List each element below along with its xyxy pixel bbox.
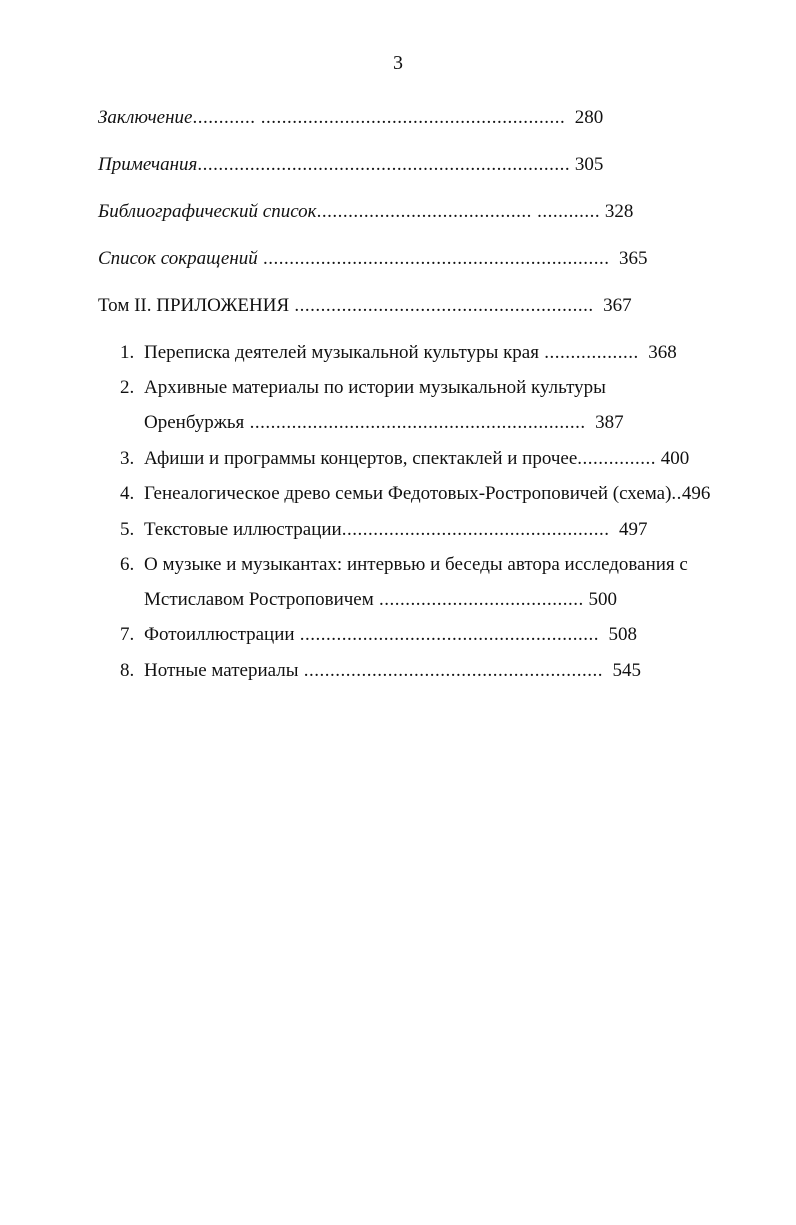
appendix-page: 387 — [595, 412, 624, 433]
toc-entry-dots: ......................................................... — [289, 295, 594, 316]
appendix-title: Оренбуржья — [144, 412, 245, 433]
toc-entry-dots: ............ .......................................................... — [192, 107, 566, 128]
appendix-page: 368 — [648, 342, 677, 363]
page-number: 3 — [393, 52, 403, 74]
appendix-item-continuation — [144, 588, 617, 612]
toc-entry-conclusion — [98, 106, 603, 130]
appendix-title: Архивные материалы по истории музыкальной культуры — [144, 377, 606, 398]
appendix-number: 8. — [120, 660, 135, 681]
appendix-number: 3. — [120, 448, 135, 469]
appendix-dots: ................................................... — [341, 519, 610, 540]
appendix-title: Нотные материалы — [144, 660, 299, 681]
toc-entry-dots: ....................................................................... — [197, 154, 571, 175]
toc-entry-title: Библиографический список — [98, 201, 317, 222]
appendix-page: 400 — [660, 448, 690, 469]
appendix-item — [120, 553, 688, 577]
appendix-item — [120, 623, 637, 647]
toc-entry-page: 367 — [603, 295, 632, 316]
toc-entry-page: 280 — [574, 107, 604, 128]
toc-entry-notes — [98, 153, 603, 177]
appendix-title: О музыке и музыкантах: интервью и беседы автора исследования с — [144, 554, 688, 575]
appendix-page: 545 — [612, 660, 641, 681]
appendix-item — [120, 341, 677, 365]
appendix-page: 496 — [681, 483, 711, 504]
appendix-title: Фотоиллюстрации — [144, 624, 295, 645]
toc-entry-title: Заключение — [98, 107, 193, 128]
toc-entry-page: 328 — [604, 201, 634, 222]
appendix-number: 6. — [120, 554, 135, 575]
appendix-page: 497 — [618, 519, 648, 540]
appendix-number: 2. — [120, 377, 135, 398]
appendix-page: 508 — [608, 624, 638, 645]
toc-entry-volume-2 — [98, 294, 632, 318]
appendix-number: 1. — [120, 342, 135, 363]
toc-entry-page: 305 — [574, 154, 604, 175]
appendix-title: Генеалогическое древо семьи Федотовых-Ростроповичей (схема) — [144, 483, 672, 504]
appendix-dots: .................. — [538, 342, 639, 363]
toc-entry-abbreviations — [98, 247, 648, 271]
appendix-title: Текстовые иллюстрации — [144, 519, 342, 540]
appendix-number: 4. — [120, 483, 135, 504]
toc-entry-title: Список сокращений — [98, 248, 258, 269]
appendix-dots: ......................................................... — [294, 624, 600, 645]
appendix-dots: ....................................... — [373, 589, 584, 610]
appendix-item — [120, 376, 606, 400]
toc-entry-dots: ......................................... ............ — [316, 201, 601, 222]
toc-entry-dots: .................................................................. — [257, 248, 610, 269]
appendix-item — [120, 482, 710, 506]
appendix-item — [120, 518, 647, 542]
toc-entry-title: Том II. ПРИЛОЖЕНИЯ — [98, 295, 290, 316]
toc-entry-page: 365 — [619, 248, 648, 269]
appendix-title: Переписка деятелей музыкальной культуры края — [144, 342, 539, 363]
appendix-dots: ................................................................ — [244, 412, 586, 433]
toc-entry-bibliography — [98, 200, 633, 224]
appendix-title: Мстиславом Ростроповичем — [144, 589, 374, 610]
appendix-dots: .. — [671, 483, 682, 504]
toc-entry-title: Примечания — [98, 154, 198, 175]
appendix-page: 500 — [588, 589, 618, 610]
appendix-item — [120, 659, 641, 683]
appendix-item — [120, 447, 689, 471]
appendix-title: Афиши и программы концертов, спектаклей и прочее — [144, 448, 578, 469]
appendix-dots: ............... — [577, 448, 657, 469]
appendix-number: 7. — [120, 624, 135, 645]
appendix-number: 5. — [120, 519, 135, 540]
appendix-item-continuation — [144, 411, 624, 435]
appendix-dots: ......................................................... — [298, 660, 603, 681]
